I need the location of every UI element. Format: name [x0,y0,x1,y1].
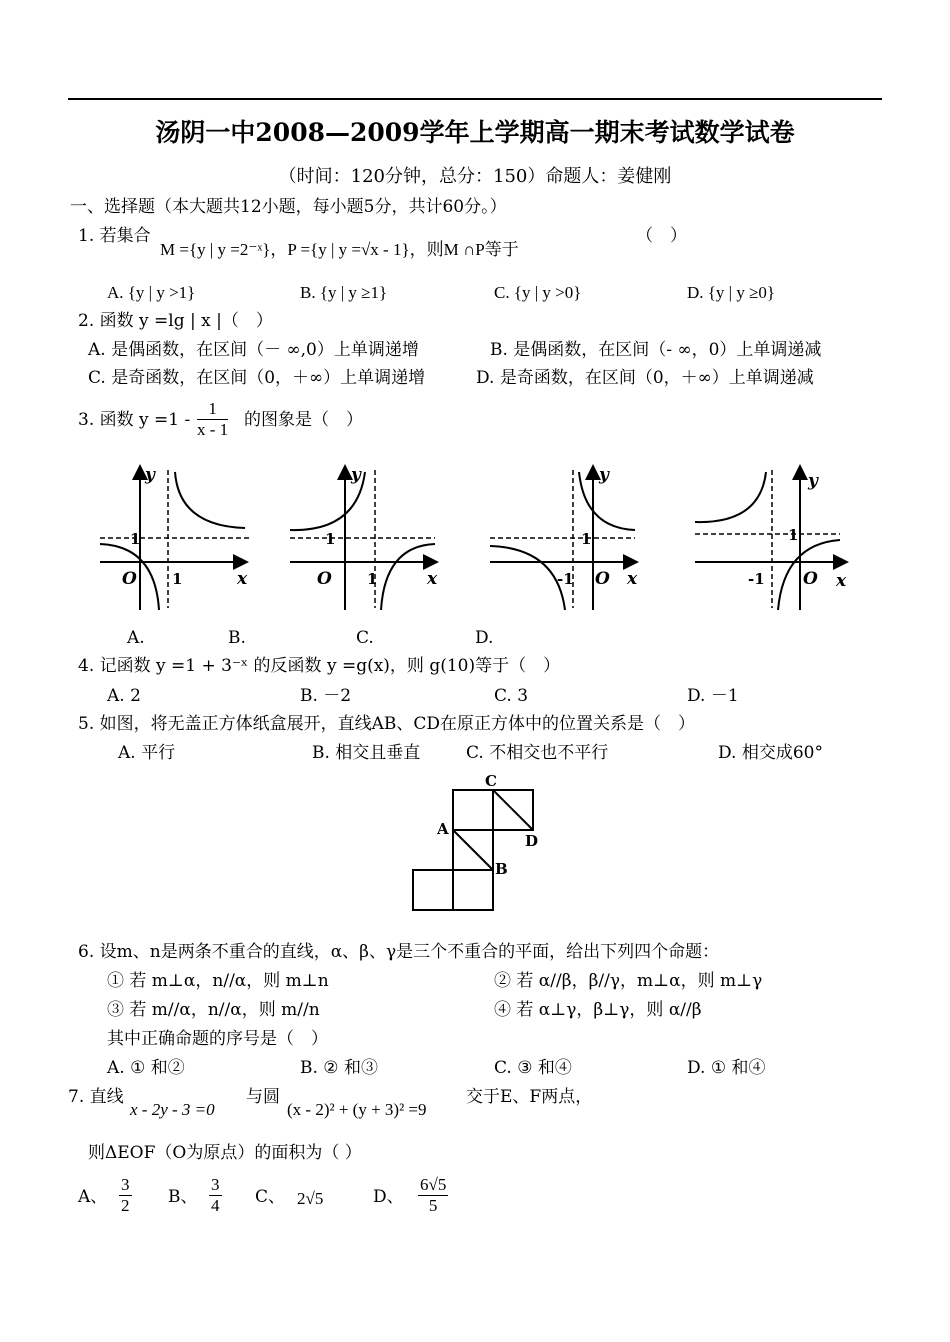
net-square [413,870,453,910]
q4-option-c: C. 3 [494,686,529,706]
q5-option-a: A. 平行 [118,743,176,763]
origin-label: O [122,569,137,589]
q6-prop-1: ① 若 m⊥α，n//α，则 m⊥n [107,971,329,991]
point-a-label: A [437,820,449,838]
q7-a-num: 3 [121,1175,130,1194]
y-label: y [351,465,361,485]
q1-paren: （ ） [636,226,687,246]
graph-a [95,460,255,620]
q7-option-c-value: 2√5 [297,1189,324,1208]
segment-ab [453,830,493,870]
one-label-y: 1 [788,526,799,544]
q7-option-a-value [119,1175,132,1216]
q3-stem-pre: 3. 函数 y =1 - [78,410,191,430]
q7-line-equation: x - 2y - 3 =0 [130,1100,215,1119]
x-label: x [836,571,847,591]
q2-stem: 2. 函数 y =lg | x |（ ） [78,311,273,331]
q7-stem-3: 交于E、F两点， [466,1087,593,1107]
q6-option-c: C. ③ 和④ [494,1058,572,1078]
x-label: x [427,569,438,589]
q7-stem-4: 则ΔEOF（O为原点）的面积为（ ） [88,1143,362,1163]
q5-option-b: B. 相交且垂直 [312,743,421,763]
q7-a-den: 2 [121,1196,130,1215]
graph-label-a: A. [127,628,145,648]
q1-option-d: D. {y | y ≥0} [687,283,776,302]
q2-option-a: A. 是偶函数，在区间（－ ∞,0）上单调递增 [88,340,419,360]
top-rule [68,98,882,100]
q6-prop-2: ② 若 α//β，β//γ，m⊥α，则 m⊥γ [494,971,763,991]
segment-cd [493,790,533,830]
origin-label: O [317,569,332,589]
q1-option-b: B. {y | y ≥1} [300,283,388,302]
cube-net-figure [405,770,555,915]
q7-d-num: 6√5 [420,1175,447,1194]
q7-option-b-value [209,1175,222,1216]
q4-option-a: A. 2 [107,686,141,706]
q3-fraction [197,399,228,440]
q4-option-b: B. －2 [300,686,352,706]
curve-right [175,472,245,528]
q7-option-b-label: B、 [168,1187,198,1207]
q7-stem-2: 与圆 [246,1087,280,1107]
q3-frac-den: x - 1 [197,420,229,439]
q7-b-den: 4 [211,1196,220,1215]
q1-math: M ={y | y =2⁻ˣ}，P ={y | y =√x - 1}，则M ∩P等于 [160,240,519,259]
q4-option-d: D. －1 [687,686,739,706]
q7-stem-1: 7. 直线 [68,1087,124,1107]
q7-option-d-value [418,1175,448,1216]
one-label-x: 1 [367,570,378,588]
curve-left [490,546,565,610]
graph-d [690,460,855,620]
point-b-label: B [495,860,508,878]
y-label: y [145,465,155,485]
graph-c [485,460,645,620]
point-d-label: D [525,832,539,850]
one-label-y: 1 [325,530,336,548]
q7-d-den: 5 [428,1196,438,1215]
section-heading: 一、选择题（本大题共12小题，每小题5分，共计60分。） [70,197,507,217]
one-label-y: 1 [130,530,141,548]
origin-label: O [803,569,818,589]
q1-stem: 1. 若集合 [78,226,151,246]
q7-circle-equation: (x - 2)² + (y + 3)² =9 [287,1100,427,1119]
y-label: y [808,471,818,491]
q2-option-d: D. 是奇函数，在区间（0，＋∞）上单调递减 [476,368,814,388]
graph-label-d: D. [475,628,494,648]
q6-stem: 6. 设m、n是两条不重合的直线，α、β、γ是三个不重合的平面，给出下列四个命题： [78,942,720,962]
q6-option-a: A. ① 和② [107,1058,185,1078]
x-label: x [237,569,248,589]
q1-option-c: C. {y | y >0} [494,283,582,302]
q5-option-c: C. 不相交也不平行 [466,743,609,763]
net-square [453,870,493,910]
q3-frac-num: 1 [197,399,228,420]
q6-option-b: B. ② 和③ [300,1058,378,1078]
graph-label-b: B. [228,628,246,648]
q5-option-d: D. 相交成60° [718,743,823,763]
q6-prop-4: ④ 若 α⊥γ，β⊥γ，则 α//β [494,1000,702,1020]
q1-option-a: A. {y | y >1} [107,283,196,302]
q7-option-d-label: D、 [373,1187,404,1207]
net-square [453,790,493,830]
q7-option-a-label: A、 [78,1187,108,1207]
neg-one-label-x: -1 [557,570,574,588]
graph-b [285,460,445,620]
curve-left [695,472,766,522]
exam-info: （时间：120分钟，总分：150）命题人：姜健刚 [278,166,672,187]
neg-one-label-x: -1 [748,570,765,588]
one-label-y: 1 [581,530,592,548]
one-label-x: 1 [172,570,183,588]
q6-prop-3: ③ 若 m//α，n//α，则 m//n [107,1000,320,1020]
q6-option-d: D. ① 和④ [687,1058,766,1078]
q7-option-c-label: C、 [255,1187,286,1207]
q7-b-num: 3 [211,1175,220,1194]
y-label: y [599,465,609,485]
graph-label-c: C. [356,628,374,648]
point-c-label: C [485,772,497,790]
q3-stem-post: 的图象是（ ） [244,410,363,430]
origin-label: O [595,569,610,589]
q5-stem: 5. 如图，将无盖正方体纸盒展开，直线AB、CD在原正方体中的位置关系是（ ） [78,714,696,734]
q2-option-c: C. 是奇函数，在区间（0，＋∞）上单调递增 [88,368,426,388]
q2-option-b: B. 是偶函数，在区间（- ∞，0）上单调递减 [490,340,822,360]
page-title: 汤阴一中2008—2009学年上学期高一期末考试数学试卷 [155,118,795,147]
q4-stem: 4. 记函数 y =1 + 3⁻ˣ 的反函数 y =g(x)，则 g(10)等于（ ） [78,656,561,676]
q6-ask: 其中正确命题的序号是（ ） [107,1029,328,1049]
x-label: x [627,569,638,589]
